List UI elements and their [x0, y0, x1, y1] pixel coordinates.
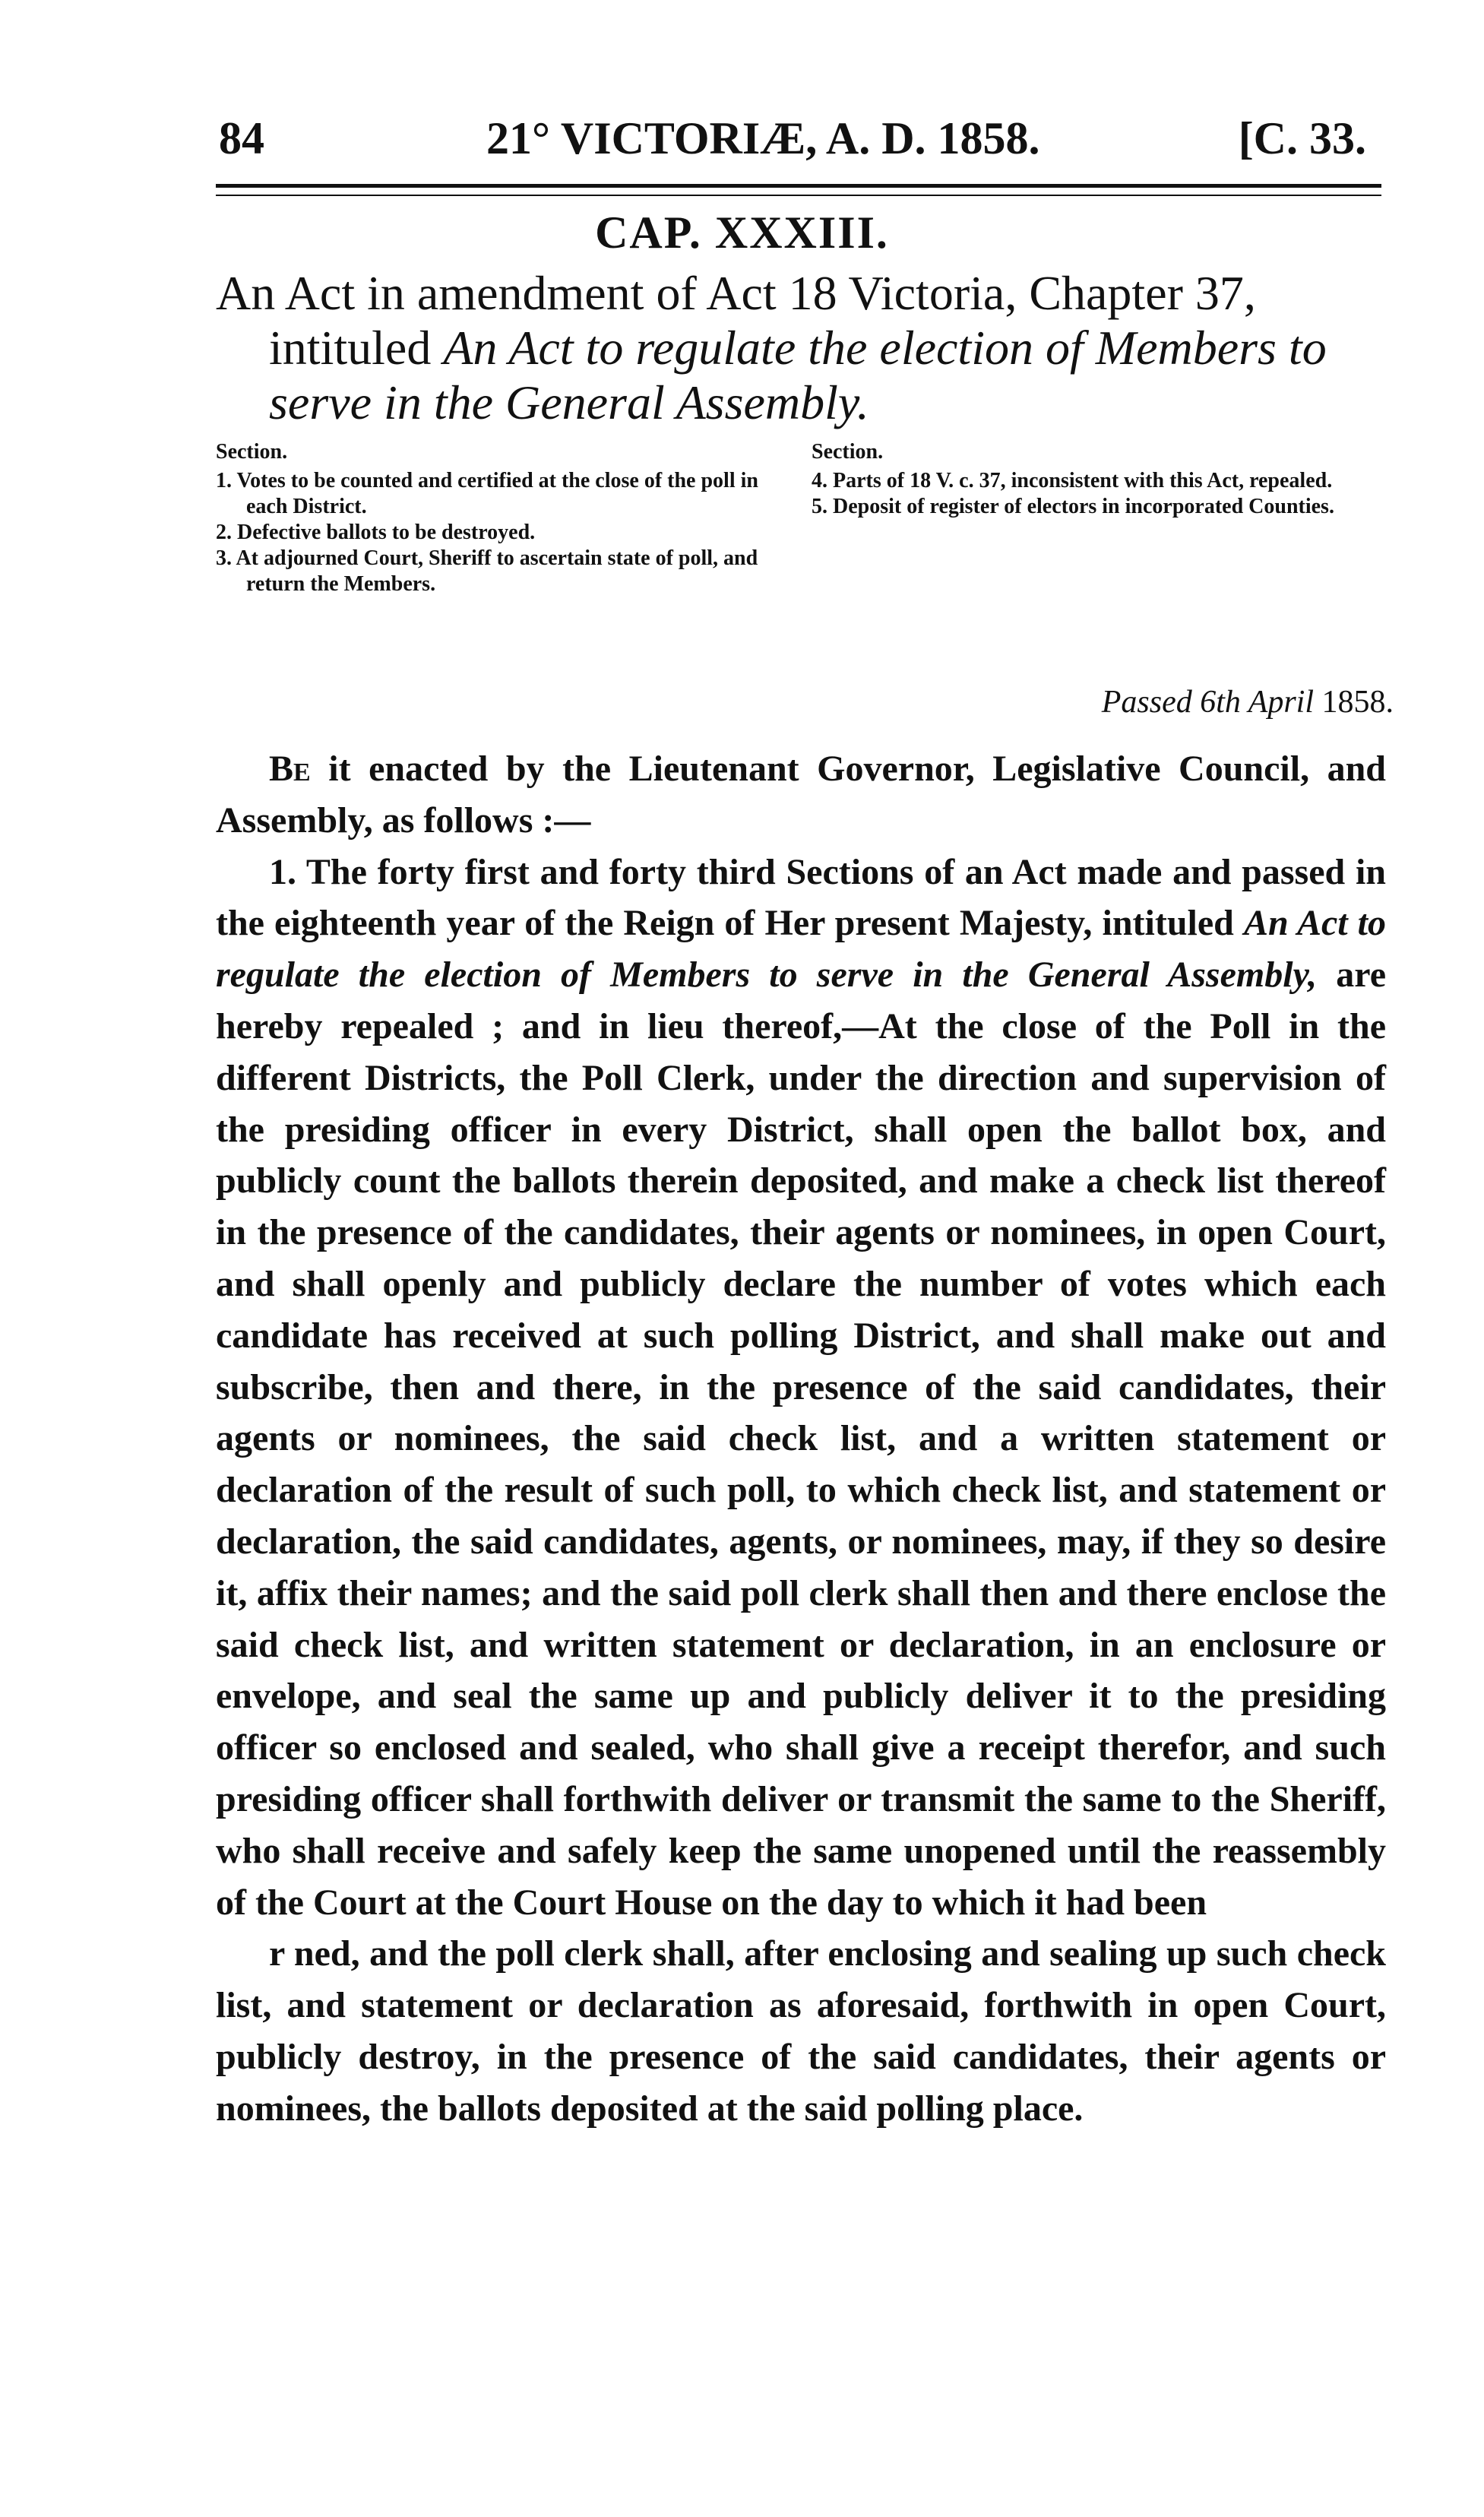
contents-left-column: [216, 439, 793, 597]
act-body: [216, 743, 1386, 2135]
passed-year: 1858.: [1321, 685, 1394, 720]
act-title-short-title-2: serve in the General Assembly.: [269, 375, 869, 429]
contents-left-header: Section.: [216, 440, 288, 464]
enacting-first-word: Be: [269, 749, 311, 789]
enacting-text: it enacted by the Lieutenant Governor, Legislative Council, and Assembly, as follows :—: [216, 749, 1386, 841]
contents-right-header: Section.: [812, 440, 884, 464]
section-1: [216, 847, 1386, 1929]
section-1-text-continued: are hereby repealed ; and in lieu thereof,—At the close of the Poll in the different Districts, the Poll Clerk, under the direction and supervision of the presiding officer in every District, shall open the ballot box, and publicly count the ballots therein deposited, and make a check list thereof in the presence of the candidates, their agents or nominees, in open Court, and shall openly and publicly declare the number of votes which each candidate has received at such polling District, and shall make out and subscribe, then and there, in the presence of the said candidates, their agents or nominees, the said check list, and a written statement or declaration of the result of such poll, to which check list, and statement or declaration, the said candidates, agents, or nominees, may, if they so desire it, affix their names; and the said poll clerk shall then and there enclose the said check list, and written statement or declaration, in an enclosure or envelope, and seal the same up and publicly deliver it to the presiding officer so enclosed and sealed, who shall give a receipt therefor, and such presiding officer shall forthwith deliver or transmit the same to the Sheriff, who shall receive and safely keep the same unopened until the reassembly of the Court at the Court House on the day to which it had been: [216, 955, 1386, 1923]
section-2: r ned, and the poll clerk shall, after enclosing and sealing up such check list, and statement or declaration as aforesaid, forthwith in open Court, publicly destroy, in the presence of the said candidates, their agents or nominees, the ballots deposited at the said polling place.: [216, 1933, 1386, 2129]
act-title-line-2: [216, 321, 1386, 375]
chapter-reference: [C. 33.: [1238, 113, 1366, 163]
contents-item: 5. Deposit of register of electors in incorporated Counties.: [812, 495, 1334, 518]
header-rule-thick: [216, 184, 1381, 188]
act-title: [216, 266, 1386, 430]
header-rule-thin: [216, 195, 1381, 196]
contents-item: 2. Defective ballots to be destroyed.: [216, 521, 536, 544]
passed-date: [938, 684, 1394, 720]
contents-item: 1. Votes to be counted and certified at the close of the poll in each District.: [216, 469, 758, 518]
act-title-line-3: [216, 375, 1386, 430]
section-1-text: 1. The forty first and forty third Sections of an Act made and passed in the eighteenth year of the Reign of Her present Majesty, intituled: [216, 851, 1386, 944]
enacting-clause: [216, 743, 1386, 847]
contents-item: 3. At adjourned Court, Sheriff to ascertain state of poll, and return the Members.: [216, 546, 758, 596]
running-title: 21° VICTORIÆ, A. D. 1858.: [486, 113, 1040, 163]
act-title-short-title-1: An Act to regulate the election of Members to: [443, 321, 1327, 375]
chapter-heading: CAP. XXXIII.: [595, 207, 889, 258]
act-title-line-1: An Act in amendment of Act 18 Victoria, Chapter 37,: [216, 266, 1256, 320]
passed-label: Passed 6th April: [1101, 685, 1314, 720]
section-1-cited-act: An Act to regulate the election of Members to serve in the General Assembly,: [216, 903, 1387, 996]
running-header: [219, 112, 1374, 181]
page-number: 84: [219, 113, 264, 163]
act-title-intituled: intituled: [269, 321, 444, 375]
contents-right-column: [812, 439, 1389, 520]
contents-item: 4. Parts of 18 V. c. 37, inconsistent with this Act, repealed.: [812, 469, 1333, 492]
